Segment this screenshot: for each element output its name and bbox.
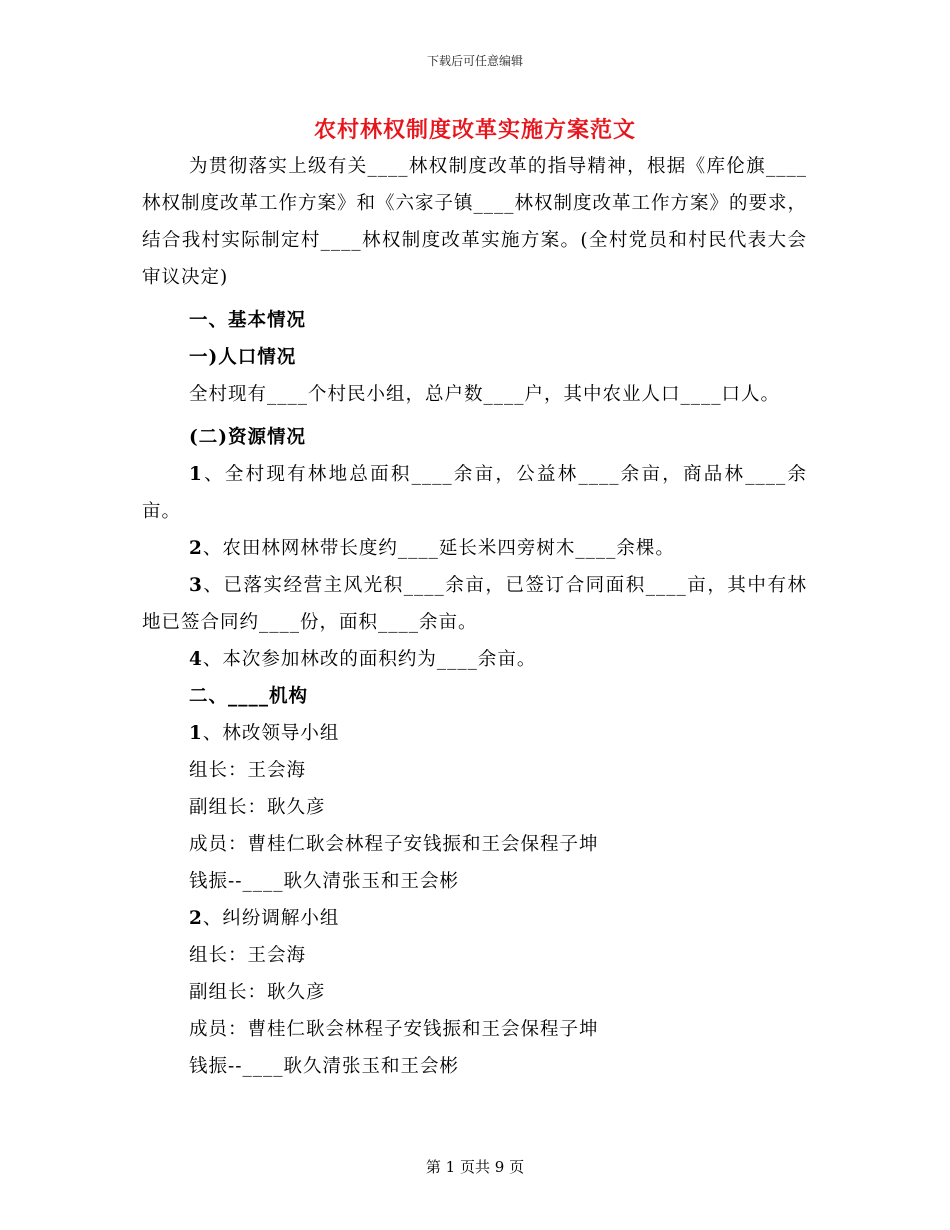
resource-item-1 — [142, 456, 807, 530]
group-name: 、纠纷调解小组 — [202, 908, 340, 929]
group-2-members: 成员：曹桂仁耿会林程子安钱振和王会保程子坤 — [189, 1019, 599, 1040]
group-2-deputy: 副组长：耿久彦 — [189, 982, 326, 1003]
page-header-note: 下载后可任意编辑 — [426, 54, 523, 68]
document-title: 农村林权制度改革实施方案范文 — [313, 117, 636, 143]
document-body — [142, 148, 807, 1085]
resources-heading: (二)资源情况 — [189, 427, 307, 448]
group-2-leader: 组长：王会海 — [189, 945, 307, 966]
population-heading: 一)人口情况 — [189, 347, 297, 368]
resource-item-text: 、本次参加林改的面积约为____余亩。 — [202, 649, 537, 670]
group-1-members-cont: 钱振--____耿久清张玉和王会彬 — [189, 871, 460, 892]
group-2-members-cont: 钱振--____耿久清张玉和王会彬 — [189, 1056, 460, 1077]
group-1-members: 成员：曹桂仁耿会林程子安钱振和王会保程子坤 — [189, 834, 599, 855]
page-number-footer: 第 1 页共 9 页 — [425, 1158, 525, 1176]
resource-item-4 — [142, 641, 807, 678]
resource-item-3 — [142, 567, 807, 641]
intro-paragraph: 为贯彻落实上级有关____林权制度改革的指导精神，根据《库伦旗____林权制度改革工作方案》和《六家子镇____林权制度改革工作方案》的要求，结合我村实际制定村____林权制度改革实施方案。(全村党员和村民代表大会审议决定) — [142, 156, 808, 288]
group-1-leader: 组长：王会海 — [189, 760, 307, 781]
group-number: 2 — [189, 908, 203, 929]
resource-item-number: 1 — [189, 464, 203, 485]
group-number: 1 — [189, 723, 203, 744]
group-1-deputy: 副组长：耿久彦 — [189, 797, 326, 818]
group-name: 、林改领导小组 — [202, 723, 340, 744]
resource-item-number: 2 — [189, 538, 203, 559]
resource-item-text: 、已落实经营主风光积____余亩，已签订合同面积____亩，其中有林地已签合同约____份，面积____余亩。 — [142, 575, 807, 633]
section1-heading: 一、基本情况 — [189, 310, 307, 331]
population-text: 全村现有____个村民小组，总户数____户，其中农业人口____口人。 — [189, 384, 781, 405]
resource-item-2 — [142, 530, 807, 567]
resource-item-text: 、农田林网林带长度约____延长米四旁树木____余棵。 — [202, 538, 675, 559]
resource-item-text: 、全村现有林地总面积____余亩，公益林____余亩，商品林____余亩。 — [142, 464, 807, 522]
group-2-title — [142, 900, 807, 937]
resource-item-number: 4 — [189, 649, 203, 670]
resource-item-number: 3 — [189, 575, 203, 596]
section2-heading: 二、____机构 — [189, 686, 309, 707]
group-1-title — [142, 715, 807, 752]
